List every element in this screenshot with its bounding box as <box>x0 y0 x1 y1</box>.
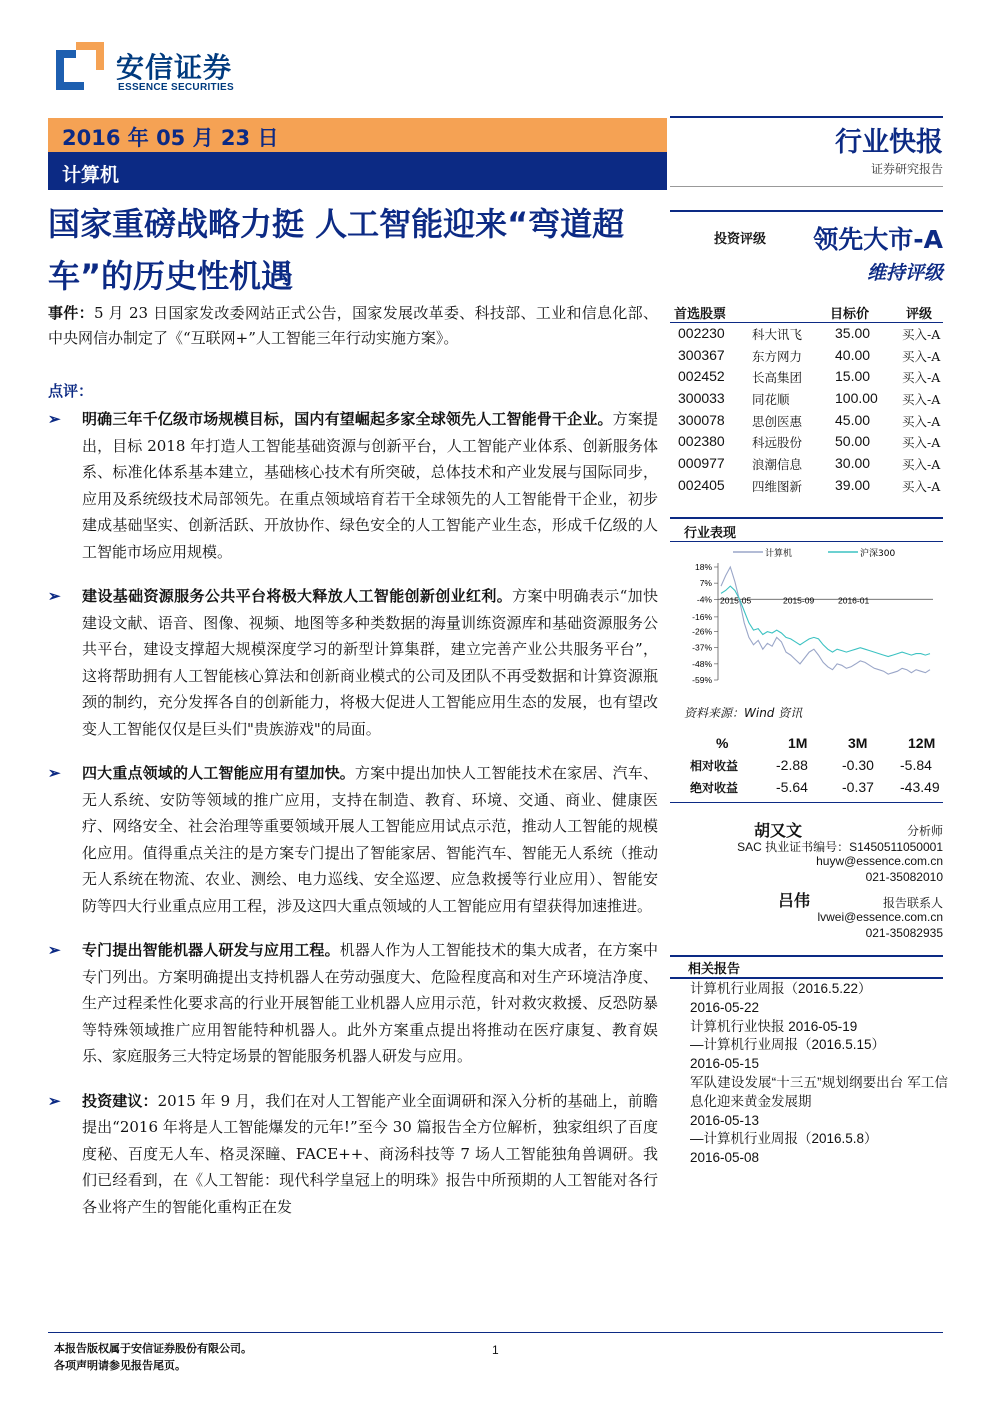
bullet-text: 2015 年 9 月，我们在对人工智能产业全面调研和深入分析的基础上，前瞻提出“2016 年将是人工智能爆发的元年!”至今 30 篇报告全方位解析，独家组织了百度度秘、百度无人车、格灵深瞳、FACE++、商汤科技等 7 场人工智能独角兽调研。我们已经看到，在《人工智能：现代科学皇冠上的明珠》报告中所预期的人工智能对各行各业将产生的智能化重构正在发 <box>82 1091 658 1216</box>
analyst-role: 分析师 <box>906 824 943 838</box>
rating-label: 投资评级 <box>714 232 767 247</box>
stock-row <box>670 475 943 497</box>
arrow-icon: ➢ <box>48 410 61 428</box>
y-tick-label: -4% <box>696 594 712 605</box>
stock-row <box>670 366 943 388</box>
stock-row <box>670 453 943 475</box>
returns-table <box>670 733 943 799</box>
returns-header-cell: 12M <box>908 735 936 751</box>
related-list <box>690 980 948 1168</box>
stock-rating: 买入-A <box>902 392 941 408</box>
stock-header-target: 目标价 <box>830 307 870 322</box>
y-tick-label: -37% <box>692 642 712 653</box>
performance-chart <box>678 545 943 690</box>
y-tick-label: -26% <box>692 626 712 637</box>
bullet-head: 专门提出智能机器人研发与应用工程。 <box>82 941 340 959</box>
related-date: 2016-05-13 <box>690 1112 760 1128</box>
y-tick-label: -59% <box>692 675 712 685</box>
stock-target: 35.00 <box>835 325 871 341</box>
stock-name: 浪潮信息 <box>752 457 803 473</box>
report-subtype: 证券研究报告 <box>870 162 943 176</box>
stock-rating: 买入-A <box>902 435 941 451</box>
returns-row <box>670 777 943 799</box>
arrow-icon: ➢ <box>48 1091 61 1110</box>
stock-header-name: 首选股票 <box>674 307 727 322</box>
y-tick-label: -16% <box>692 611 712 622</box>
stock-code: 300033 <box>678 390 725 407</box>
divider <box>670 802 943 803</box>
divider <box>670 977 943 979</box>
stock-target: 15.00 <box>835 368 871 385</box>
related-date: 2016-05-15 <box>690 1056 760 1072</box>
report-body <box>48 301 658 1220</box>
stock-row <box>670 323 943 345</box>
returns-header <box>670 733 943 755</box>
stock-name: 四维图新 <box>752 478 803 494</box>
related-date: 2016-05-08 <box>690 1150 760 1166</box>
returns-12m: -5.84 <box>900 757 932 773</box>
stock-code: 002230 <box>678 325 725 341</box>
related-date: 2016-05-22 <box>690 999 760 1015</box>
stock-rating: 买入-A <box>902 348 941 364</box>
stock-row <box>670 431 943 453</box>
bullet-head: 明确三年千亿级市场规模目标，国内有望崛起多家全球领先人工智能骨干企业。 <box>82 410 613 428</box>
stock-name: 思创医惠 <box>752 413 803 429</box>
returns-header-cell: 3M <box>848 735 868 751</box>
bullet-text: 方案中明确表示“加快建设文献、语音、图像、视频、地图等多种类数据的海量训练资源库和基础资源服务公共平台，建设支撑超大规模深度学习的新型计算集群，建立完善产业公共服务平台”，这将帮助拥有人工智能核心算法和创新商业模式的公司及团队不再受数据和计算资源瓶颈的制约，充分发挥各自的创新能力，将极大促进人工智能应用生态的发展，也有望改变人工智能仅仅是巨头们"贵族游戏"的局面。 <box>82 587 658 738</box>
bullet-list <box>48 406 658 1220</box>
event-paragraph <box>48 301 658 351</box>
legend-label: 沪深300 <box>860 549 896 559</box>
stock-target: 40.00 <box>835 346 871 363</box>
company-name-en: ESSENCE SECURITIES <box>118 82 234 93</box>
stock-target: 100.00 <box>835 390 878 407</box>
divider <box>670 116 943 118</box>
y-tick-label: 7% <box>699 578 712 589</box>
performance-heading <box>670 520 943 542</box>
related-item[interactable] <box>690 1018 948 1037</box>
returns-label: 相对收益 <box>690 759 739 773</box>
divider <box>670 186 943 187</box>
returns-header-cell: 1M <box>788 735 808 751</box>
stock-code: 300367 <box>678 346 725 363</box>
stock-name: 长高集团 <box>752 370 803 386</box>
stock-target: 30.00 <box>835 455 871 472</box>
arrow-icon: ➢ <box>48 941 61 959</box>
bullet-text: 方案中提出加快人工智能技术在家居、汽车、无人系统、安防等领域的推广应用，支持在制造、教育、环境、交通、商业、健康医疗、网络安全、社会治理等重要领域开展人工智能应用试点示范，推动人工智能的规模化应用。值得重点关注的是方案专门提出了智能家居、智能汽车、智能无人系统（推动无人系统在物流、农业、测绘、电力巡线、安全巡逻、应急救援等行业应用）、智能安防等四大行业重点应用工程，涉及这四大重点领域的人工智能应用有望获得加速推进。 <box>82 764 658 915</box>
stock-name: 科远股份 <box>752 435 803 451</box>
sector-bar <box>48 152 667 190</box>
x-tick-label: 2016-01 <box>838 595 870 606</box>
rating-value: 领先大市-A <box>813 225 943 254</box>
contact-phone: 021-35082935 <box>865 926 943 940</box>
arrow-icon: ➢ <box>48 764 61 782</box>
bullet-text: 机器人作为人工智能技术的集大成者，在方案中专门列出。方案明确提出支持机器人在劳动强度大、危险程度高和对生产环境洁净度、生产过程柔性化要求高的行业开展智能工业机器人应用示范，针对救灾救援、反恐防暴等特殊领域推广应用智能特种机器人。此外方案重点提出将推动在医疗康复、教育娱乐、家庭服务三大特定场景的智能服务机器人研发与应用。 <box>82 941 658 1065</box>
returns-row <box>670 755 943 777</box>
stock-target: 50.00 <box>835 433 871 450</box>
returns-label: 绝对收益 <box>690 781 739 795</box>
series-line <box>721 567 930 674</box>
returns-1m: -2.88 <box>776 757 808 773</box>
related-title[interactable]: 军队建设发展“十三五”规划纲要出台 军工信息化迎来黄金发展期 <box>690 1074 948 1109</box>
stock-code: 000977 <box>678 455 725 472</box>
returns-3m: -0.30 <box>842 757 874 773</box>
stock-rating: 买入-A <box>902 327 941 342</box>
stock-rating: 买入-A <box>902 413 941 429</box>
performance-heading-text: 行业表现 <box>684 526 737 541</box>
review-heading: 点评： <box>48 382 94 400</box>
bullet-item <box>48 937 658 1070</box>
event-lead: 事件： <box>48 304 94 322</box>
data-source-text: 资料来源：Wind 资讯 <box>684 706 803 720</box>
stock-code: 002452 <box>678 368 725 385</box>
stock-row <box>670 388 943 410</box>
related-item[interactable] <box>690 1074 948 1130</box>
report-title: 国家重磅战略力挺 人工智能迎来“弯道超车”的历史性机遇 <box>48 205 625 295</box>
stock-rating: 买入-A <box>902 370 941 386</box>
contact-name: 吕伟 <box>778 891 811 910</box>
bullet-text: 方案提出，目标 2018 年打造人工智能基础资源与创新平台，人工智能产业体系、创新服务体系、标准化体系基本建立，基础核心技术有所突破，总体技术和产业发展与国际同步，应用及系统级技术局部领先。在重点领域培育若干全球领先的人工智能骨干企业，初步建成基础坚实、创新活跃、开放协作、绿色安全的人工智能产业生态，形成千亿级的人工智能市场应用规模。 <box>82 410 658 561</box>
bullet-head: 投资建议： <box>82 1091 158 1110</box>
x-tick-label: 2015-05 <box>720 595 752 606</box>
contact-email[interactable]: lvwei@essence.com.cn <box>817 910 943 924</box>
divider <box>670 210 943 212</box>
analyst-phone: 021-35082010 <box>865 870 943 884</box>
stock-target: 45.00 <box>835 411 871 428</box>
report-type: 行业快报 <box>835 127 943 158</box>
divider <box>670 517 943 519</box>
bullet-item <box>48 406 658 565</box>
report-date: 2016 年 05 月 23 日 <box>62 126 279 150</box>
divider <box>670 955 943 957</box>
sector-name: 计算机 <box>62 164 120 186</box>
related-item[interactable] <box>690 980 948 1018</box>
arrow-icon: ➢ <box>48 587 61 605</box>
stock-row <box>670 345 943 367</box>
footer-divider <box>48 1332 943 1333</box>
analyst-block <box>670 818 943 948</box>
stock-table <box>670 323 943 497</box>
stock-rating: 买入-A <box>902 478 941 494</box>
stock-name: 东方网力 <box>752 348 803 364</box>
related-heading <box>670 958 943 978</box>
related-item[interactable] <box>690 1130 948 1168</box>
returns-header-cell: % <box>716 735 729 751</box>
returns-1m: -5.64 <box>776 779 808 795</box>
returns-3m: -0.37 <box>842 779 874 795</box>
y-tick-label: 18% <box>694 562 712 572</box>
analyst-email[interactable]: huyw@essence.com.cn <box>816 854 943 868</box>
stock-code: 002405 <box>678 476 725 493</box>
rating-status: 维持评级 <box>866 262 943 284</box>
bullet-head: 四大重点领域的人工智能应用有望加快。 <box>82 764 355 782</box>
related-title[interactable]: —计算机行业周报（2016.5.15） <box>690 1037 886 1053</box>
bullet-item <box>48 760 658 919</box>
footer-copyright: 本报告版权属于安信证券股份有限公司。 <box>54 1342 252 1355</box>
footer-disclaimer: 各项声明请参见报告尾页。 <box>54 1359 186 1372</box>
legend-label: 计算机 <box>765 549 793 559</box>
stock-table-header <box>670 301 943 323</box>
bullet-item <box>48 583 658 742</box>
analyst-cert: SAC 执业证书编号：S1450511050001 <box>737 840 943 854</box>
stock-name: 科大讯飞 <box>752 327 803 342</box>
footer-notice <box>54 1340 252 1374</box>
y-tick-label: -48% <box>692 658 712 669</box>
company-logo <box>56 42 104 90</box>
contact-role: 报告联系人 <box>882 896 943 910</box>
analyst-name: 胡又文 <box>754 821 803 840</box>
related-item[interactable] <box>690 1036 948 1074</box>
related-title[interactable]: 计算机行业快报 2016-05-19 <box>690 1018 858 1034</box>
stock-code: 002380 <box>678 433 725 450</box>
returns-12m: -43.49 <box>900 779 940 795</box>
x-tick-label: 2015-09 <box>783 595 815 606</box>
stock-name: 同花顺 <box>752 392 790 408</box>
related-heading-text: 相关报告 <box>688 962 741 977</box>
event-text: 5 月 23 日国家发改委网站正式公告，国家发展改革委、科技部、工业和信息化部、中央网信办制定了《“互联网+”人工智能三年行动实施方案》。 <box>48 304 658 347</box>
page-number: 1 <box>492 1343 499 1357</box>
bullet-head: 建设基础资源服务公共平台将极大释放人工智能创新创业红利。 <box>82 587 513 605</box>
stock-code: 300078 <box>678 411 725 428</box>
stock-header-rating: 评级 <box>906 307 933 322</box>
stock-row <box>670 410 943 432</box>
series-line <box>721 586 930 656</box>
bullet-item <box>48 1088 658 1221</box>
company-name-cn: 安信证券 <box>116 51 233 84</box>
related-title[interactable]: 计算机行业周报（2016.5.22） <box>690 981 872 996</box>
stock-target: 39.00 <box>835 476 871 493</box>
related-title[interactable]: —计算机行业周报（2016.5.8） <box>690 1131 878 1147</box>
stock-rating: 买入-A <box>902 457 941 473</box>
